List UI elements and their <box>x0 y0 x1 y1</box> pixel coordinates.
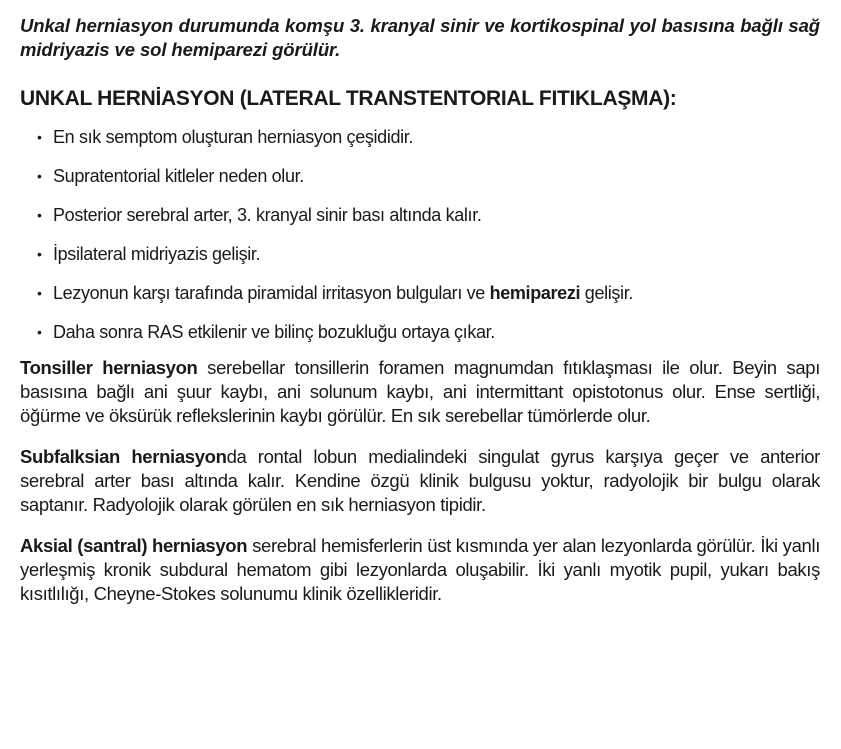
bullet-icon: • <box>37 324 42 340</box>
bullet-icon: • <box>37 246 42 262</box>
list-item <box>20 203 820 227</box>
list-item-text: Lezyonun karşı tarafında piramidal irritasyon bulguları ve <box>53 283 490 303</box>
paragraph-body: serebellar tonsillerin foramen magnumdan fıtıklaşması ile olur. Beyin sapı basısına bağlı ani şuur kaybı, ani solunum kaybı, ani intermittant opistotonus olur. Ense sertliği, öğürme ve öksürük reflekslerinin kaybı görülür. En sık serebellar tümörlerde olur. <box>20 357 820 426</box>
bullet-icon: • <box>37 207 42 223</box>
list-item <box>20 164 820 188</box>
paragraph-term: Aksial (santral) herniasyon <box>20 535 248 556</box>
section-heading-unkal-herniasyon: UNKAL HERNİASYON (LATERAL TRANSTENTORIAL FITIKLAŞMA): <box>20 87 677 110</box>
list-item-text: Posterior serebral arter, 3. kranyal sinir bası altında kalır. <box>53 205 482 225</box>
list-item-text: Daha sonra RAS etkilenir ve bilinç bozukluğu ortaya çıkar. <box>53 322 495 342</box>
list-item <box>20 242 820 266</box>
list-item <box>20 281 820 305</box>
paragraph-body: serebral hemisferlerin üst kısmında yer alan lezyonlarda görülür. İki yanlı yerleşmiş kronik subdural hematom gibi lezyonlarda oluşabilir. İki yanlı myotik pupil, yukarı bakış kısıtlılığı, Cheyne-Stokes solunumu klinik özellikleridir. <box>20 535 820 604</box>
paragraph-aksial-herniasyon <box>20 534 820 606</box>
unkal-features-list <box>20 125 820 344</box>
list-item <box>20 125 820 149</box>
bullet-icon: • <box>37 285 42 301</box>
list-item-emphasis: hemiparezi <box>489 283 581 303</box>
document-page <box>20 14 820 623</box>
list-item-text: Supratentorial kitleler neden olur. <box>53 166 304 186</box>
paragraph-body: da rontal lobun medialindeki singulat gyrus karşıya geçer ve anterior serebral arter bası altında kalır. Kendine özgü klinik bulgusu yoktur, radyolojik bir bulgu olarak saptanır. Radyolojik olarak görülen en sık herniasyon tipidir. <box>20 446 820 515</box>
list-item-text-end: gelişir. <box>580 283 634 303</box>
paragraph-subfalksian-herniasyon <box>20 445 820 517</box>
list-item <box>20 320 820 344</box>
paragraph-term: Tonsiller herniasyon <box>20 357 198 378</box>
bullet-icon: • <box>37 168 42 184</box>
intro-summary: Unkal herniasyon durumunda komşu 3. kranyal sinir ve kortikospinal yol basısına bağlı sağ midriyazis ve sol hemiparezi görülür. <box>20 15 820 60</box>
list-item-text: İpsilateral midriyazis gelişir. <box>53 244 261 264</box>
bullet-icon: • <box>37 129 42 145</box>
list-item-text: En sık semptom oluşturan herniasyon çeşididir. <box>53 127 414 147</box>
paragraph-term: Subfalksian herniasyon <box>20 446 227 467</box>
paragraph-tonsiller-herniasyon <box>20 356 820 428</box>
